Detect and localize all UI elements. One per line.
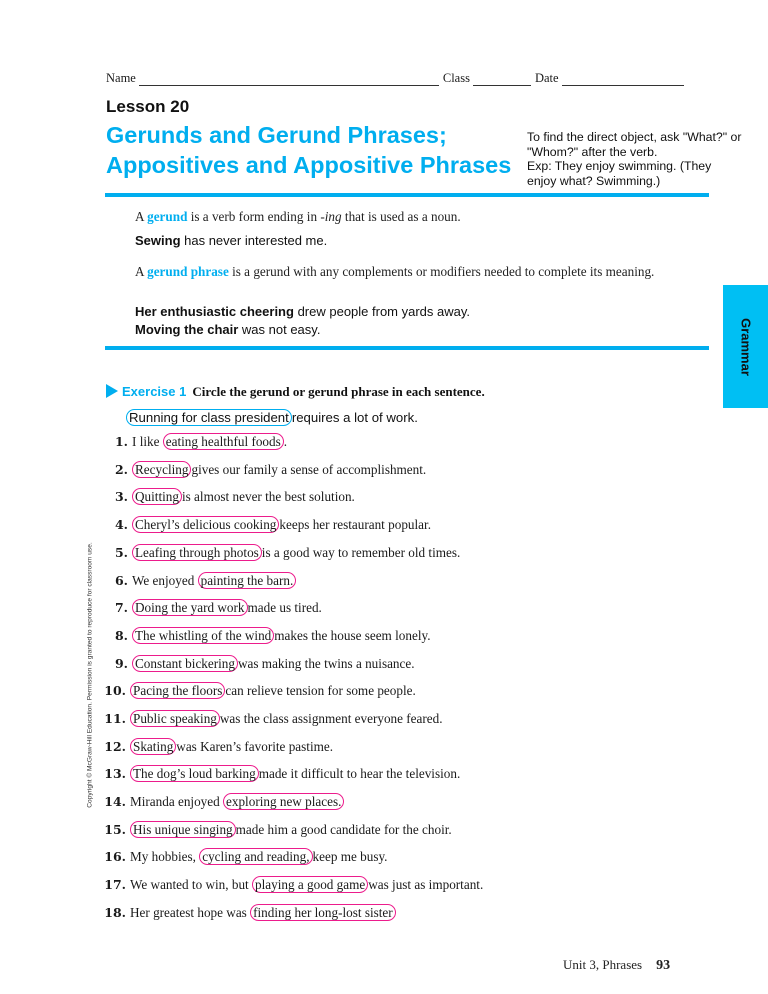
text: drew people from yards away. — [293, 304, 471, 319]
item-before: Her greatest hope was — [130, 905, 251, 920]
circled-gerund[interactable]: Pacing the floors — [130, 682, 225, 699]
item-after: is a good way to remember old times. — [261, 545, 461, 560]
page-footer — [563, 957, 670, 974]
copyright-notice: Copyright © McGraw-Hill Education. Permission is granted to reproduce for classroom use. — [86, 542, 94, 808]
item-after: . — [283, 434, 288, 449]
side-tab-label: Grammar — [738, 317, 753, 376]
item-number: 2. — [114, 462, 128, 477]
example-phrase: Her enthusiastic cheering — [135, 304, 294, 319]
exercise-item — [104, 875, 704, 895]
circled-gerund[interactable]: cycling and reading, — [199, 848, 312, 865]
item-before: My hobbies, — [130, 849, 200, 864]
exercise-item — [106, 432, 706, 452]
handwritten-note — [527, 130, 767, 188]
text: A — [135, 209, 148, 224]
item-number: 3. — [114, 489, 128, 504]
item-number: 15. — [104, 822, 126, 837]
page-number: 93 — [656, 958, 671, 973]
item-after: can relieve tension for some people. — [225, 683, 416, 698]
exercise-item — [104, 764, 704, 784]
text: that is used as a noun. — [341, 209, 461, 224]
lesson-label: Lesson 20 — [106, 97, 190, 116]
item-after: gives our family a sense of accomplishment. — [191, 462, 427, 477]
item-after: keeps her restaurant popular. — [279, 517, 431, 532]
item-number: 10. — [104, 683, 126, 698]
exercise-item — [104, 903, 704, 923]
gerund-phrase-term: gerund phrase — [147, 264, 229, 279]
exercise-header — [106, 384, 485, 400]
exercise-item — [106, 654, 706, 674]
circled-gerund[interactable]: The dog’s loud barking — [130, 765, 259, 782]
item-number: 14. — [104, 794, 126, 809]
item-after: was making the twins a nuisance. — [238, 656, 415, 671]
item-number: 11. — [104, 711, 126, 726]
circled-gerund[interactable]: Constant bickering — [132, 655, 238, 672]
circled-gerund[interactable]: exploring new places. — [223, 793, 344, 810]
exercise-item — [106, 543, 706, 563]
exercise-item — [104, 737, 704, 757]
item-after: was Karen’s favorite pastime. — [176, 739, 334, 754]
item-before: Miranda enjoyed — [130, 794, 224, 809]
sample-sentence — [126, 410, 418, 425]
item-after: was just as important. — [368, 877, 484, 892]
text: requires a lot of work. — [291, 410, 418, 425]
item-before: We wanted to win, but — [130, 877, 252, 892]
triangle-arrow-icon — [106, 384, 118, 398]
gerund-phrase-definition — [135, 262, 695, 281]
exercise-item — [106, 571, 706, 591]
item-number: 1. — [114, 434, 128, 449]
item-number: 7. — [114, 600, 128, 615]
circled-gerund[interactable]: Recycling — [132, 461, 191, 478]
circled-gerund[interactable]: Public speaking — [130, 710, 220, 727]
exercise-item — [106, 626, 706, 646]
exercise-item — [106, 487, 706, 507]
top-rule — [105, 193, 709, 197]
exercise-instruction: Circle the gerund or gerund phrase in each sentence. — [192, 384, 485, 399]
circled-gerund[interactable]: playing a good game — [252, 876, 368, 893]
circled-gerund[interactable]: Doing the yard work — [132, 599, 248, 616]
exercise-item — [106, 515, 706, 535]
gerund-phrase-examples — [135, 303, 470, 339]
item-number: 6. — [114, 573, 128, 588]
circled-gerund[interactable]: His unique singing — [130, 821, 236, 838]
example-line — [135, 303, 470, 321]
circled-gerund[interactable]: Quitting — [132, 488, 182, 505]
item-number: 18. — [104, 905, 126, 920]
item-before: We enjoyed — [132, 573, 198, 588]
note-line: enjoy what? Swimming.) — [527, 173, 661, 188]
item-after: keep me busy. — [312, 849, 388, 864]
exercise-item — [106, 460, 706, 480]
grammar-side-tab — [723, 285, 768, 408]
item-number: 9. — [114, 656, 128, 671]
title-line-1: Gerunds and Gerund Phrases; — [106, 122, 447, 148]
date-field[interactable] — [562, 73, 684, 86]
item-number: 4. — [114, 517, 128, 532]
item-number: 17. — [104, 877, 126, 892]
exercise-label: Exercise 1 — [122, 384, 187, 399]
text: has never interested me. — [180, 233, 328, 248]
class-label: Class — [442, 71, 470, 85]
page-title — [106, 120, 511, 180]
item-number: 13. — [104, 766, 126, 781]
bottom-rule — [105, 346, 709, 350]
circled-gerund[interactable]: finding her long-lost sister — [250, 904, 396, 921]
item-after: made it difficult to hear the television. — [258, 766, 461, 781]
item-number: 16. — [104, 849, 126, 864]
name-class-date-line — [106, 68, 710, 86]
exercise-item — [106, 598, 706, 618]
circled-gerund[interactable]: painting the barn. — [198, 572, 297, 589]
item-number: 8. — [114, 628, 128, 643]
item-after: made us tired. — [247, 600, 322, 615]
item-after: makes the house seem lonely. — [274, 628, 431, 643]
text: was not easy. — [238, 322, 321, 337]
exercise-item — [104, 792, 704, 812]
example-phrase: Moving the chair — [135, 322, 239, 337]
date-label: Date — [534, 71, 559, 85]
exercise-item — [104, 681, 704, 701]
text: is a gerund with any complements or modifiers needed to complete its meaning. — [228, 264, 655, 279]
name-field[interactable] — [139, 73, 439, 86]
text: A — [135, 264, 148, 279]
gerund-example — [135, 232, 327, 250]
exercise-item — [104, 847, 704, 867]
circled-gerund[interactable]: The whistling of the wind — [132, 627, 274, 644]
gerund-definition — [135, 207, 695, 226]
circled-gerund[interactable]: Skating — [130, 738, 176, 755]
note-line: To find the direct object, ask "What?" or — [527, 130, 742, 144]
item-after: was the class assignment everyone feared. — [219, 711, 443, 726]
exercise-item — [104, 709, 704, 729]
name-label: Name — [106, 71, 136, 85]
example-gerund: Sewing — [135, 233, 181, 248]
title-line-2: Appositives and Appositive Phrases — [106, 152, 512, 178]
text: is a verb form ending in — [187, 209, 321, 224]
gerund-term: gerund — [147, 209, 188, 224]
item-after: made him a good candidate for the choir. — [235, 822, 452, 837]
item-number: 12. — [104, 739, 126, 754]
example-line — [135, 321, 470, 339]
item-before: I like — [132, 434, 163, 449]
ing-suffix: -ing — [320, 209, 342, 224]
item-after: is almost never the best solution. — [181, 489, 355, 504]
class-field[interactable] — [473, 73, 531, 86]
item-number: 5. — [114, 545, 128, 560]
circled-gerund[interactable]: Leafing through photos — [132, 544, 262, 561]
unit-label: Unit 3, Phrases — [563, 957, 643, 972]
circled-gerund[interactable]: Cheryl’s delicious cooking — [132, 516, 279, 533]
sample-circled-phrase: Running for class president — [126, 409, 292, 426]
note-line: Exp: They enjoy swimming. (They — [527, 159, 712, 173]
circled-gerund[interactable]: eating healthful foods — [163, 433, 284, 450]
exercise-item — [104, 820, 704, 840]
note-line: "Whom?" after the verb. — [527, 144, 658, 159]
